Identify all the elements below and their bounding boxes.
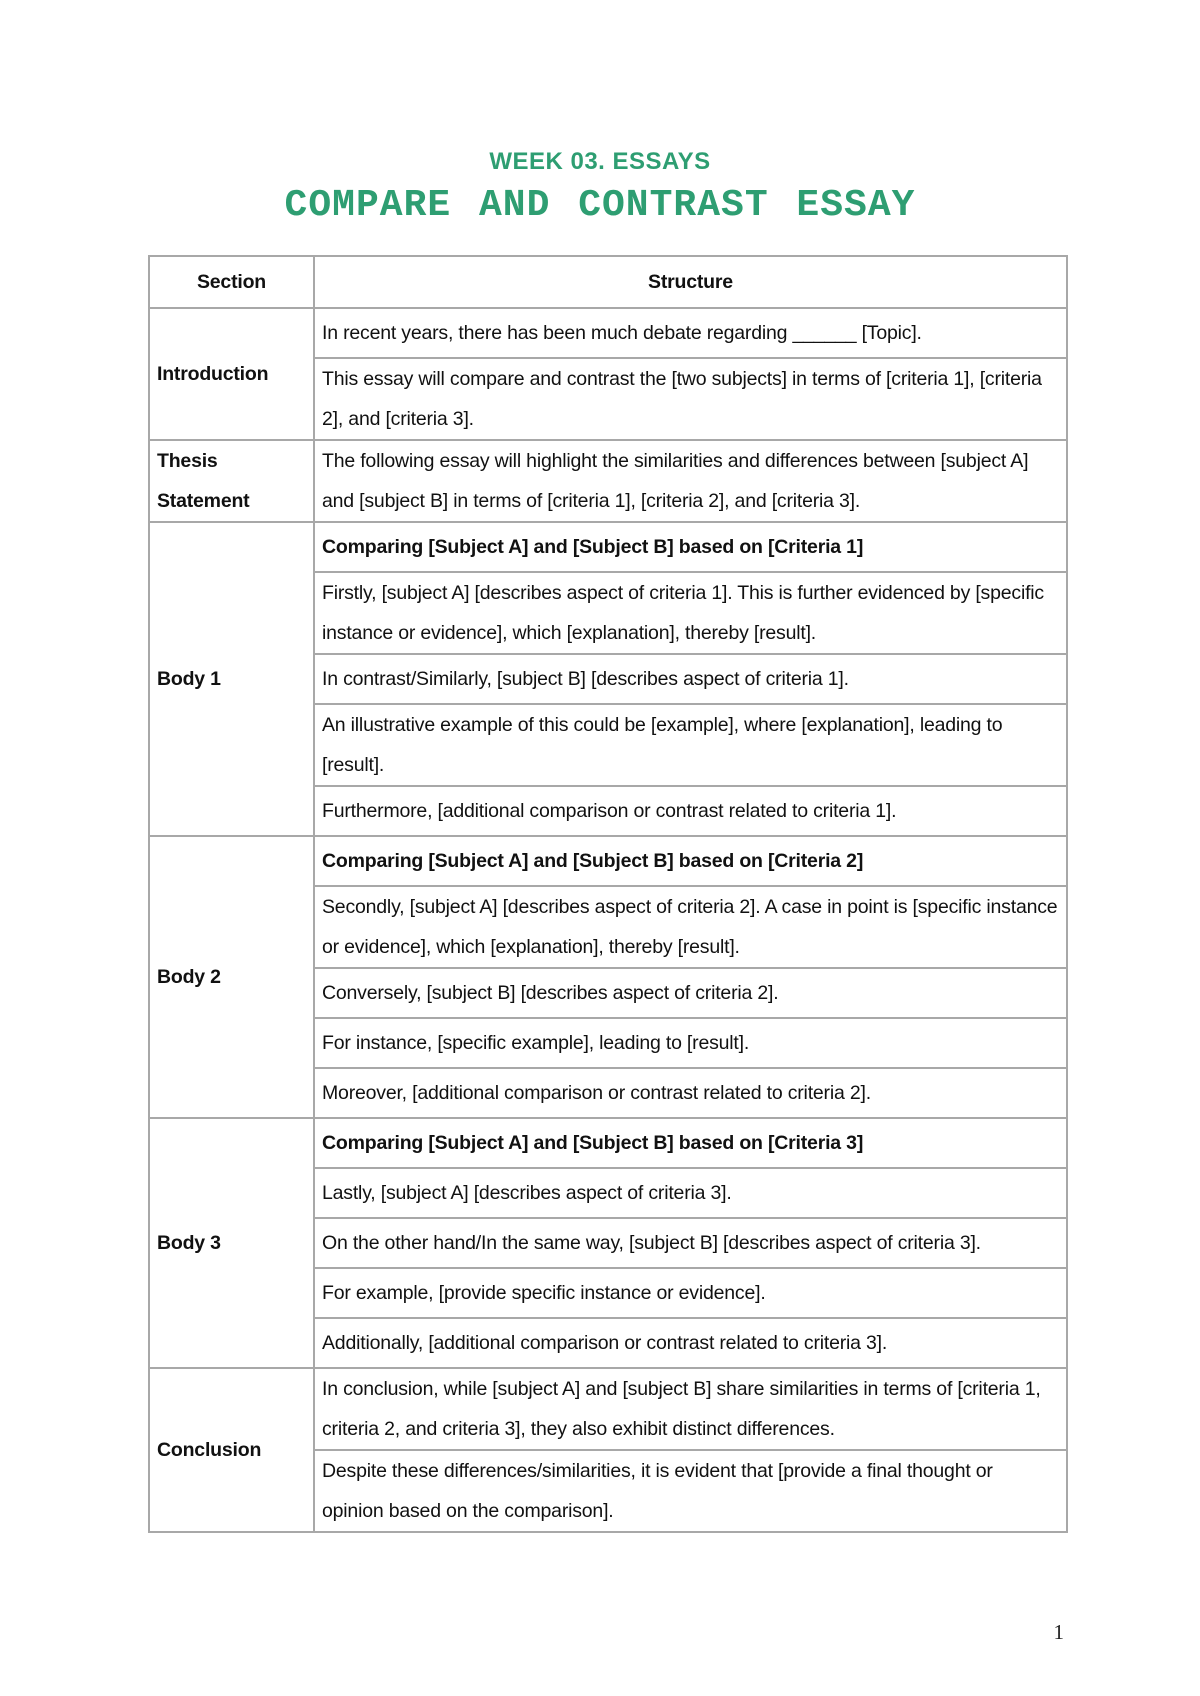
structure-cell: For example, [provide specific instance or evidence]. <box>314 1268 1067 1318</box>
structure-cell: The following essay will highlight the similarities and differences between [subject A] and [subject B] in terms of [criteria 1], [criteria 2], and [criteria 3]. <box>314 440 1067 522</box>
column-header-structure: Structure <box>314 256 1067 308</box>
column-header-section: Section <box>149 256 314 308</box>
structure-cell: This essay will compare and contrast the [two subjects] in terms of [criteria 1], [criteria 2], and [criteria 3]. <box>314 358 1067 440</box>
structure-cell: Firstly, [subject A] [describes aspect of criteria 1]. This is further evidenced by [specific instance or evidence], which [explanation], thereby [result]. <box>314 572 1067 654</box>
structure-cell: Despite these differences/similarities, it is evident that [provide a final thought or opinion based on the comparison]. <box>314 1450 1067 1532</box>
table-body <box>149 308 1067 1532</box>
section-label: Conclusion <box>149 1368 314 1532</box>
section-label: Thesis Statement <box>149 440 314 522</box>
structure-cell: Additionally, [additional comparison or contrast related to criteria 3]. <box>314 1318 1067 1368</box>
structure-cell: Conversely, [subject B] [describes aspect of criteria 2]. <box>314 968 1067 1018</box>
structure-cell: For instance, [specific example], leading to [result]. <box>314 1018 1067 1068</box>
criteria-heading-cell: Comparing [Subject A] and [Subject B] based on [Criteria 3] <box>314 1118 1067 1168</box>
structure-cell: Furthermore, [additional comparison or contrast related to criteria 1]. <box>314 786 1067 836</box>
section-label: Body 2 <box>149 836 314 1118</box>
table-header-row <box>149 256 1067 308</box>
structure-cell: In conclusion, while [subject A] and [subject B] share similarities in terms of [criteria 1, criteria 2, and criteria 3], they also exhibit distinct differences. <box>314 1368 1067 1450</box>
week-label: WEEK 03. ESSAYS <box>489 148 711 175</box>
table-row <box>149 836 1067 886</box>
criteria-heading-cell: Comparing [Subject A] and [Subject B] based on [Criteria 2] <box>314 836 1067 886</box>
essay-structure-table <box>148 255 1068 1533</box>
table-row <box>149 522 1067 572</box>
structure-cell: Moreover, [additional comparison or contrast related to criteria 2]. <box>314 1068 1067 1118</box>
page-number: 1 <box>1053 1620 1064 1644</box>
structure-cell: In contrast/Similarly, [subject B] [describes aspect of criteria 1]. <box>314 654 1067 704</box>
section-label: Introduction <box>149 308 314 440</box>
structure-cell: Secondly, [subject A] [describes aspect of criteria 2]. A case in point is [specific instance or evidence], which [explanation], thereby [result]. <box>314 886 1067 968</box>
structure-cell: Lastly, [subject A] [describes aspect of criteria 3]. <box>314 1168 1067 1218</box>
page-title: COMPARE AND CONTRAST ESSAY <box>284 184 916 227</box>
table-row <box>149 1368 1067 1450</box>
criteria-heading-cell: Comparing [Subject A] and [Subject B] based on [Criteria 1] <box>314 522 1067 572</box>
table-row <box>149 440 1067 522</box>
structure-cell: An illustrative example of this could be [example], where [explanation], leading to [result]. <box>314 704 1067 786</box>
structure-cell: On the other hand/In the same way, [subject B] [describes aspect of criteria 3]. <box>314 1218 1067 1268</box>
section-label: Body 1 <box>149 522 314 836</box>
table-row <box>149 308 1067 358</box>
section-label: Body 3 <box>149 1118 314 1368</box>
table-row <box>149 1118 1067 1168</box>
structure-cell: In recent years, there has been much debate regarding ______ [Topic]. <box>314 308 1067 358</box>
page-header <box>0 146 1200 228</box>
